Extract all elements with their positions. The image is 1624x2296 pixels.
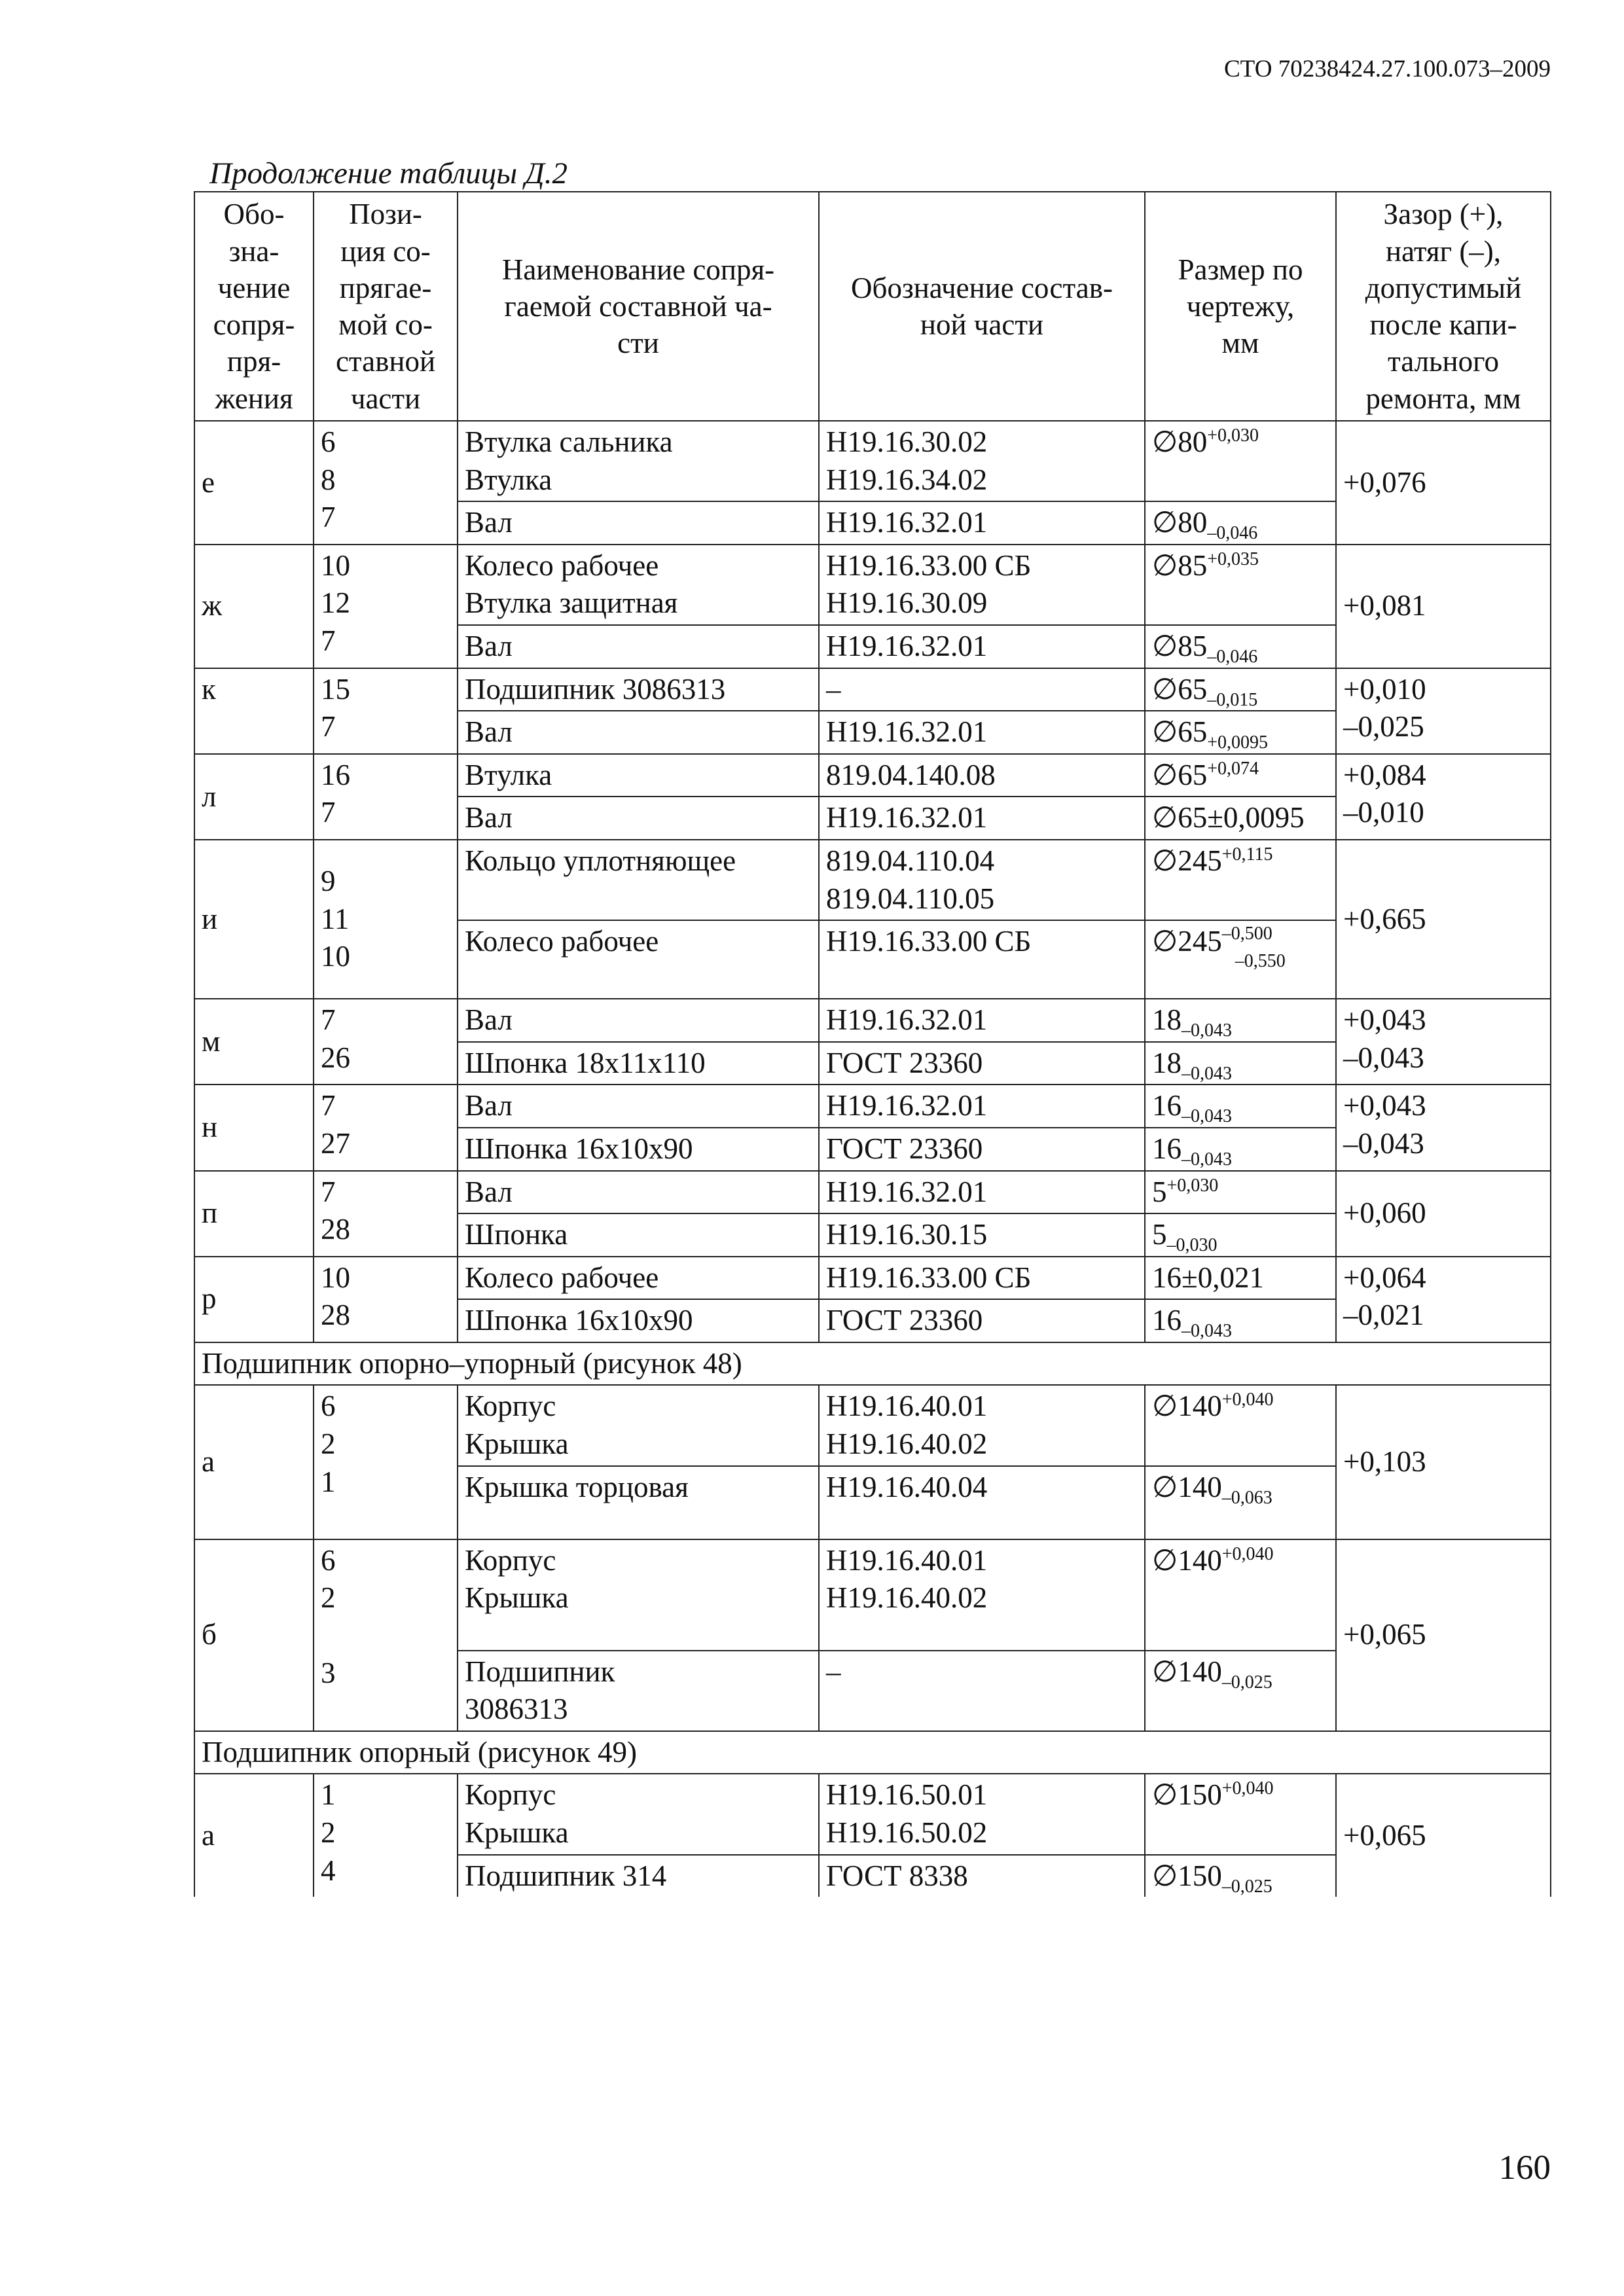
clearance-cell: +0,081	[1336, 545, 1551, 668]
size-cell: $16_{-0,043}$	[1145, 1128, 1336, 1171]
mating-code: м	[194, 999, 314, 1085]
designation-cell: Н19.16.30.15	[819, 1213, 1145, 1257]
position-cell: 7 27	[314, 1085, 458, 1170]
table-row	[194, 840, 1551, 920]
designation-cell: ГОСТ 23360	[819, 1128, 1145, 1171]
size-cell: $\emptyset 80_{-0,046}$	[1145, 501, 1336, 545]
part-name-cell: Корпус Крышка	[458, 1539, 819, 1651]
position-cell: 9 11 10	[314, 840, 458, 999]
part-name-cell: Втулка сальника Втулка	[458, 421, 819, 501]
designation-cell: Н19.16.32.01	[819, 711, 1145, 754]
size-cell: $16_{-0,043}$	[1145, 1085, 1336, 1128]
header-part-name: Наименование сопря- гаемой составной ча- сти	[458, 192, 819, 421]
size-cell: $16_{-0,043}$	[1145, 1299, 1336, 1342]
clearance-cell: +0,084 –0,010	[1336, 754, 1551, 840]
position-cell: 6 2 3	[314, 1539, 458, 1731]
position-cell: 16 7	[314, 754, 458, 840]
clearance-cell: +0,065	[1336, 1774, 1551, 1897]
size-cell: $\emptyset 65_{-0,015}$	[1145, 668, 1336, 711]
designation-cell: Н19.16.50.01 Н19.16.50.02	[819, 1774, 1145, 1854]
part-name-cell: Вал	[458, 1171, 819, 1214]
mating-parts-table	[194, 191, 1551, 1897]
size-cell: $\emptyset 140_{-0,025}$	[1145, 1651, 1336, 1731]
part-name-cell: Вал	[458, 797, 819, 840]
position-cell: 6 8 7	[314, 421, 458, 545]
clearance-cell: +0,010 –0,025	[1336, 668, 1551, 754]
section-row	[194, 1731, 1551, 1774]
clearance-cell: +0,043 –0,043	[1336, 999, 1551, 1085]
designation-cell: Н19.16.32.01	[819, 501, 1145, 545]
size-cell: $\emptyset 140_{-0,063}$	[1145, 1466, 1336, 1539]
size-cell: $\emptyset 245^{+0,115}$	[1145, 840, 1336, 920]
size-cell: $5^{+0,030}$	[1145, 1171, 1336, 1214]
part-name-cell: Вал	[458, 1085, 819, 1128]
mating-code: а	[194, 1774, 314, 1897]
size-cell: $18_{-0,043}$	[1145, 1042, 1336, 1085]
designation-cell: Н19.16.30.02 Н19.16.34.02	[819, 421, 1145, 501]
page-number: 160	[1498, 2149, 1551, 2187]
designation-cell: ГОСТ 23360	[819, 1299, 1145, 1342]
header-row	[194, 192, 1551, 421]
designation-cell: –	[819, 1651, 1145, 1731]
designation-cell: 819.04.140.08	[819, 754, 1145, 797]
clearance-cell: +0,665	[1336, 840, 1551, 999]
size-cell: $18_{-0,043}$	[1145, 999, 1336, 1042]
table-row	[194, 1171, 1551, 1214]
mating-code: б	[194, 1539, 314, 1731]
table-row	[194, 668, 1551, 711]
size-cell: $\emptyset 85^{+0,035}$	[1145, 545, 1336, 625]
position-cell: 7 26	[314, 999, 458, 1085]
part-name-cell: Шпонка	[458, 1213, 819, 1257]
part-name-cell: Шпонка 16х10х90	[458, 1128, 819, 1171]
mating-code: п	[194, 1171, 314, 1257]
mating-code: л	[194, 754, 314, 840]
designation-cell: Н19.16.32.01	[819, 625, 1145, 668]
position-cell: 10 12 7	[314, 545, 458, 668]
size-cell: $\emptyset 150_{-0,025}$	[1145, 1855, 1336, 1897]
section-title: Подшипник опорный (рисунок 49)	[194, 1731, 1551, 1774]
size-cell: $\emptyset 140^{+0,040}$	[1145, 1539, 1336, 1651]
part-name-cell: Кольцо уплотняющее	[458, 840, 819, 920]
size-cell: $\emptyset 80^{+0,030}$	[1145, 421, 1336, 501]
part-name-cell: Колесо рабочее	[458, 1257, 819, 1300]
clearance-cell: +0,065	[1336, 1539, 1551, 1731]
mating-code: и	[194, 840, 314, 999]
size-cell: $\emptyset 85_{-0,046}$	[1145, 625, 1336, 668]
part-name-cell: Подшипник 3086313	[458, 668, 819, 711]
part-name-cell: Подшипник 3086313	[458, 1651, 819, 1731]
part-name-cell: Втулка	[458, 754, 819, 797]
mating-code: к	[194, 668, 314, 754]
designation-cell: ГОСТ 8338	[819, 1855, 1145, 1897]
designation-cell: Н19.16.32.01	[819, 1085, 1145, 1128]
designation-cell: Н19.16.40.01 Н19.16.40.02	[819, 1539, 1145, 1651]
section-row	[194, 1342, 1551, 1386]
table-row	[194, 1385, 1551, 1465]
designation-cell: Н19.16.33.00 СБ	[819, 920, 1145, 999]
position-cell: 10 28	[314, 1257, 458, 1342]
part-name-cell: Вал	[458, 501, 819, 545]
size-cell: $5_{-0,030}$	[1145, 1213, 1336, 1257]
table-row	[194, 999, 1551, 1042]
part-name-cell: Колесо рабочее	[458, 920, 819, 999]
designation-cell: Н19.16.33.00 СБ	[819, 1257, 1145, 1300]
header-position: Пози- ция со- прягае- мой со- ставной части	[314, 192, 458, 421]
designation-cell: Н19.16.32.01	[819, 797, 1145, 840]
section-title: Подшипник опорно–упорный (рисунок 48)	[194, 1342, 1551, 1386]
designation-cell: Н19.16.32.01	[819, 1171, 1145, 1214]
position-cell: 6 2 1	[314, 1385, 458, 1539]
part-name-cell: Крышка торцовая	[458, 1466, 819, 1539]
mating-code: р	[194, 1257, 314, 1342]
designation-cell: Н19.16.40.04	[819, 1466, 1145, 1539]
part-name-cell: Корпус Крышка	[458, 1774, 819, 1854]
size-cell: $\emptyset 150^{+0,040}$	[1145, 1774, 1336, 1854]
position-cell: 15 7	[314, 668, 458, 754]
part-name-cell: Вал	[458, 625, 819, 668]
clearance-cell: +0,064 –0,021	[1336, 1257, 1551, 1342]
table-row	[194, 1774, 1551, 1854]
part-name-cell: Шпонка 18х11х110	[458, 1042, 819, 1085]
part-name-cell: Шпонка 16х10х90	[458, 1299, 819, 1342]
header-part-designation: Обозначение состав- ной части	[819, 192, 1145, 421]
table-row	[194, 1539, 1551, 1651]
designation-cell: 819.04.110.04 819.04.110.05	[819, 840, 1145, 920]
clearance-cell: +0,076	[1336, 421, 1551, 545]
document-code: СТО 70238424.27.100.073–2009	[1223, 56, 1551, 82]
table-row	[194, 421, 1551, 501]
clearance-cell: +0,043 –0,043	[1336, 1085, 1551, 1170]
mating-code: е	[194, 421, 314, 545]
size-cell: ∅245 –0,500 –0,550	[1145, 920, 1336, 999]
designation-cell: Н19.16.40.01 Н19.16.40.02	[819, 1385, 1145, 1465]
size-cell: ∅65±0,0095	[1145, 797, 1336, 840]
mating-code: ж	[194, 545, 314, 668]
part-name-cell: Корпус Крышка	[458, 1385, 819, 1465]
header-drawing-size: Размер по чертежу, мм	[1145, 192, 1336, 421]
designation-cell: Н19.16.32.01	[819, 999, 1145, 1042]
designation-cell: ГОСТ 23360	[819, 1042, 1145, 1085]
size-cell: $\emptyset 65_{+0,0095}$	[1145, 711, 1336, 754]
clearance-cell: +0,060	[1336, 1171, 1551, 1257]
table-caption: Продолжение таблицы Д.2	[209, 156, 568, 190]
size-cell: $\emptyset 65^{+0,074}$	[1145, 754, 1336, 797]
mating-code: а	[194, 1385, 314, 1539]
designation-cell: –	[819, 668, 1145, 711]
position-cell: 7 28	[314, 1171, 458, 1257]
clearance-cell: +0,103	[1336, 1385, 1551, 1539]
header-mating-code: Обо- зна- чение сопря- пря- жения	[194, 192, 314, 421]
table-row	[194, 1257, 1551, 1300]
part-name-cell: Вал	[458, 711, 819, 754]
part-name-cell: Подшипник 314	[458, 1855, 819, 1897]
table-row	[194, 1085, 1551, 1128]
part-name-cell: Колесо рабочее Втулка защитная	[458, 545, 819, 625]
designation-cell: Н19.16.33.00 СБ Н19.16.30.09	[819, 545, 1145, 625]
part-name-cell: Вал	[458, 999, 819, 1042]
header-clearance: Зазор (+), натяг (–), допустимый после капи- тального ремонта, мм	[1336, 192, 1551, 421]
table-row	[194, 754, 1551, 797]
size-cell: 16±0,021	[1145, 1257, 1336, 1300]
size-cell: $\emptyset 140^{+0,040}$	[1145, 1385, 1336, 1465]
mating-code: н	[194, 1085, 314, 1170]
position-cell: 1 2 4	[314, 1774, 458, 1897]
table-row	[194, 545, 1551, 625]
